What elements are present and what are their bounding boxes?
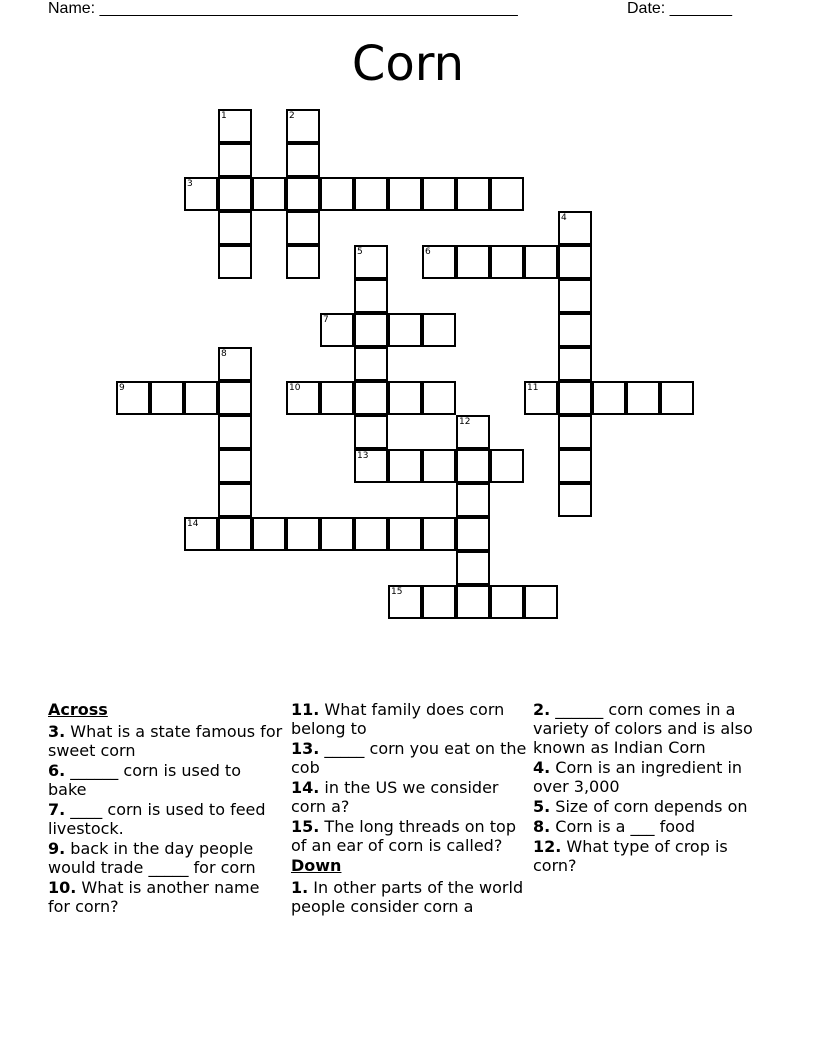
- clue-across-6: [48, 761, 284, 799]
- clue-down-4: [533, 758, 769, 796]
- grid-cell[interactable]: [456, 585, 490, 619]
- grid-cell[interactable]: [354, 449, 388, 483]
- clue-text: What is a state famous for sweet corn: [48, 722, 283, 760]
- clue-text: The long threads on top of an ear of corn is called?: [291, 817, 516, 855]
- grid-cell[interactable]: [388, 517, 422, 551]
- clue-number: 4.: [533, 758, 551, 777]
- grid-cell[interactable]: [218, 211, 252, 245]
- grid-cell[interactable]: [524, 245, 558, 279]
- down-heading: Down: [291, 856, 342, 875]
- grid-cell[interactable]: [116, 381, 150, 415]
- name-field-label: Name: _______________________________________________: [48, 0, 518, 17]
- grid-cell[interactable]: [456, 517, 490, 551]
- clue-number: 11.: [291, 700, 320, 719]
- grid-cell[interactable]: [388, 177, 422, 211]
- clues-column-3: [533, 700, 769, 876]
- grid-cell[interactable]: [286, 211, 320, 245]
- cell-number: 9: [119, 383, 125, 393]
- grid-cell[interactable]: [354, 313, 388, 347]
- clue-number: 5.: [533, 797, 551, 816]
- clues-column-2: [291, 700, 527, 917]
- grid-cell[interactable]: [456, 177, 490, 211]
- clue-number: 15.: [291, 817, 320, 836]
- grid-cell[interactable]: [218, 483, 252, 517]
- clue-number: 6.: [48, 761, 66, 780]
- grid-cell[interactable]: [422, 313, 456, 347]
- clue-number: 7.: [48, 800, 66, 819]
- clue-across-10: [48, 878, 284, 916]
- grid-cell[interactable]: [558, 415, 592, 449]
- grid-cell[interactable]: [490, 449, 524, 483]
- grid-cell[interactable]: [524, 381, 558, 415]
- grid-cell[interactable]: [558, 279, 592, 313]
- clue-text: _____ corn you eat on the cob: [291, 739, 527, 777]
- clue-number: 10.: [48, 878, 77, 897]
- cell-number: 5: [357, 247, 363, 257]
- grid-cell[interactable]: [286, 245, 320, 279]
- clue-across-15: [291, 817, 527, 855]
- clue-text: in the US we consider corn a?: [291, 778, 499, 816]
- clue-number: 14.: [291, 778, 320, 797]
- clue-number: 9.: [48, 839, 66, 858]
- cell-number: 4: [561, 213, 567, 223]
- grid-cell[interactable]: [218, 143, 252, 177]
- grid-cell[interactable]: [422, 449, 456, 483]
- grid-cell[interactable]: [354, 279, 388, 313]
- grid-cell[interactable]: [184, 177, 218, 211]
- clue-down-8: [533, 817, 769, 836]
- grid-cell[interactable]: [218, 517, 252, 551]
- clue-across-11: [291, 700, 527, 738]
- grid-cell[interactable]: [456, 483, 490, 517]
- clue-across-13: [291, 739, 527, 777]
- grid-cell[interactable]: [558, 347, 592, 381]
- clue-text: Corn is an ingredient in over 3,000: [533, 758, 743, 796]
- grid-cell[interactable]: [422, 585, 456, 619]
- clue-across-9: [48, 839, 284, 877]
- grid-cell[interactable]: [354, 177, 388, 211]
- grid-cell[interactable]: [320, 177, 354, 211]
- cell-number: 6: [425, 247, 431, 257]
- grid-cell[interactable]: [490, 177, 524, 211]
- grid-cell[interactable]: [184, 517, 218, 551]
- grid-cell[interactable]: [422, 517, 456, 551]
- cell-number: 11: [527, 383, 539, 393]
- grid-cell[interactable]: [218, 245, 252, 279]
- clue-down-1: [291, 878, 527, 916]
- cell-number: 15: [391, 587, 403, 597]
- across-heading: Across: [48, 700, 108, 719]
- grid-cell[interactable]: [354, 245, 388, 279]
- grid-cell[interactable]: [660, 381, 694, 415]
- clue-text: Size of corn depends on: [550, 797, 748, 816]
- grid-cell[interactable]: [320, 381, 354, 415]
- clue-number: 1.: [291, 878, 309, 897]
- clue-number: 8.: [533, 817, 551, 836]
- grid-cell[interactable]: [388, 381, 422, 415]
- cell-number: 2: [289, 111, 295, 121]
- grid-cell[interactable]: [150, 381, 184, 415]
- grid-cell[interactable]: [456, 449, 490, 483]
- cell-number: 13: [357, 451, 369, 461]
- cell-number: 1: [221, 111, 227, 121]
- clue-down-2: [533, 700, 769, 757]
- clue-across-7: [48, 800, 284, 838]
- cell-number: 12: [459, 417, 471, 427]
- clue-text: What type of crop is corn?: [533, 837, 728, 875]
- grid-cell[interactable]: [286, 517, 320, 551]
- clues-column-1: [48, 700, 284, 917]
- grid-cell[interactable]: [626, 381, 660, 415]
- clue-number: 2.: [533, 700, 551, 719]
- grid-cell[interactable]: [286, 109, 320, 143]
- clue-number: 13.: [291, 739, 320, 758]
- grid-cell[interactable]: [558, 211, 592, 245]
- grid-cell[interactable]: [558, 313, 592, 347]
- clue-text: ______ corn comes in a variety of colors and is also known as Indian Corn: [533, 700, 753, 757]
- grid-cell[interactable]: [354, 517, 388, 551]
- grid-cell[interactable]: [422, 177, 456, 211]
- clue-down-5: [533, 797, 769, 816]
- grid-cell[interactable]: [524, 585, 558, 619]
- cell-number: 14: [187, 519, 199, 529]
- grid-cell[interactable]: [456, 415, 490, 449]
- grid-cell[interactable]: [184, 381, 218, 415]
- clue-text: ______ corn is used to bake: [48, 761, 241, 799]
- grid-cell[interactable]: [320, 313, 354, 347]
- grid-cell[interactable]: [218, 449, 252, 483]
- grid-cell[interactable]: [286, 381, 320, 415]
- grid-cell[interactable]: [490, 585, 524, 619]
- grid-cell[interactable]: [354, 381, 388, 415]
- grid-cell[interactable]: [490, 245, 524, 279]
- clue-text: Corn is a ___ food: [550, 817, 695, 836]
- clue-down-12: [533, 837, 769, 875]
- grid-cell[interactable]: [456, 245, 490, 279]
- grid-cell[interactable]: [218, 177, 252, 211]
- cell-number: 10: [289, 383, 301, 393]
- grid-cell[interactable]: [388, 313, 422, 347]
- grid-cell[interactable]: [388, 449, 422, 483]
- grid-cell[interactable]: [558, 449, 592, 483]
- grid-cell[interactable]: [286, 177, 320, 211]
- clue-text: back in the day people would trade _____ for corn: [48, 839, 256, 877]
- cell-number: 3: [187, 179, 193, 189]
- grid-cell[interactable]: [354, 347, 388, 381]
- grid-cell[interactable]: [252, 177, 286, 211]
- clue-across-3: [48, 722, 284, 760]
- grid-cell[interactable]: [558, 245, 592, 279]
- grid-cell[interactable]: [558, 483, 592, 517]
- grid-cell[interactable]: [218, 415, 252, 449]
- grid-cell[interactable]: [422, 381, 456, 415]
- clue-across-14: [291, 778, 527, 816]
- grid-cell[interactable]: [558, 381, 592, 415]
- cell-number: 8: [221, 349, 227, 359]
- grid-cell[interactable]: [218, 381, 252, 415]
- clue-number: 3.: [48, 722, 66, 741]
- clue-text: What family does corn belong to: [291, 700, 505, 738]
- clue-text: ____ corn is used to feed livestock.: [48, 800, 266, 838]
- grid-cell[interactable]: [354, 415, 388, 449]
- clue-text: In other parts of the world people consider corn a: [291, 878, 524, 916]
- clue-text: What is another name for corn?: [48, 878, 260, 916]
- clue-number: 12.: [533, 837, 562, 856]
- grid-cell[interactable]: [286, 143, 320, 177]
- cell-number: 7: [323, 315, 329, 325]
- grid-cell[interactable]: [456, 551, 490, 585]
- grid-cell[interactable]: [388, 585, 422, 619]
- grid-cell[interactable]: [592, 381, 626, 415]
- grid-cell[interactable]: [320, 517, 354, 551]
- grid-cell[interactable]: [252, 517, 286, 551]
- grid-cell[interactable]: [218, 347, 252, 381]
- grid-cell[interactable]: [218, 109, 252, 143]
- grid-cell[interactable]: [422, 245, 456, 279]
- date-field-label: Date: _______: [627, 0, 732, 17]
- page-title: Corn: [351, 36, 465, 92]
